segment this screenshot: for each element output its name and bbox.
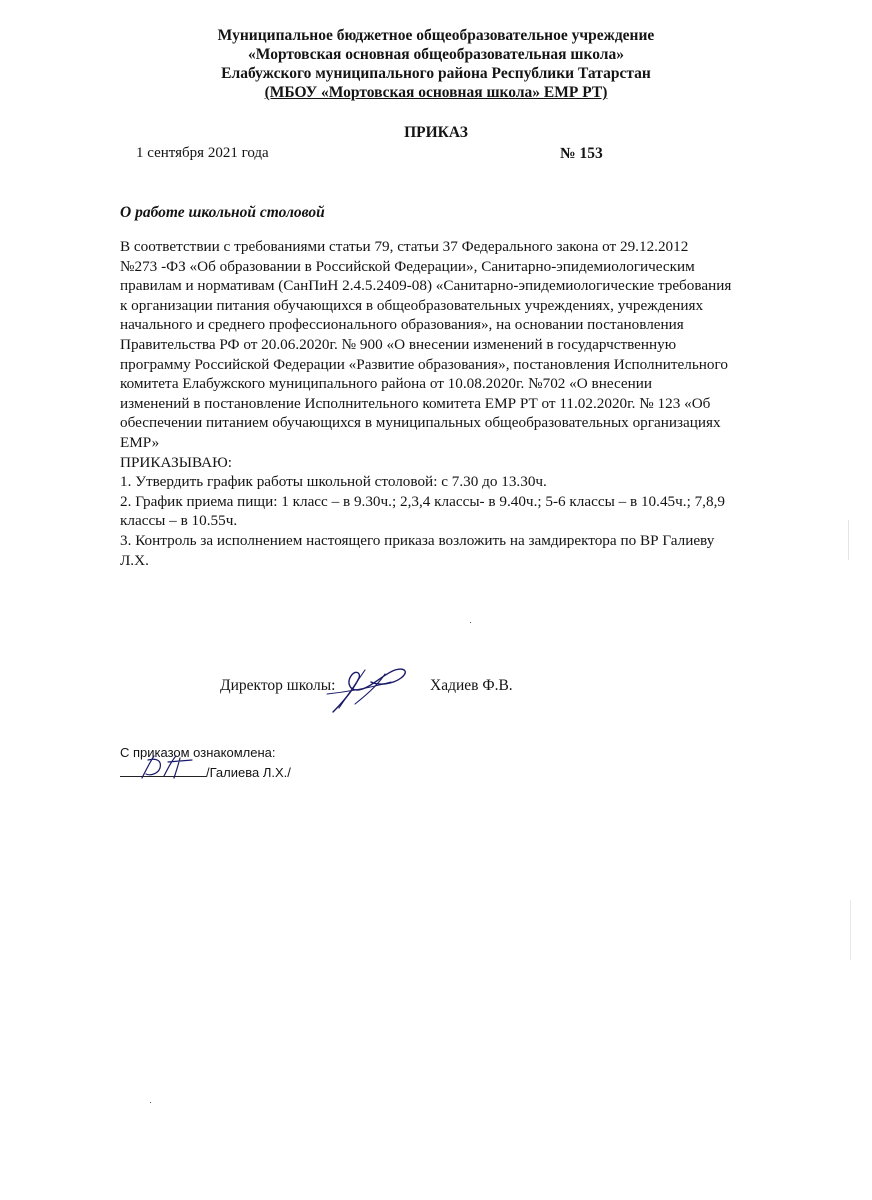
body-line: комитета Елабужского муниципального района от 10.08.2020г. №702 «О внесении	[120, 375, 653, 393]
order-item-3-line-1: 3. Контроль за исполнением настоящего приказа возложить на замдиректора по ВР Галиеву	[120, 531, 715, 549]
order-title: ПРИКАЗ	[404, 124, 468, 141]
acknowledgement-handwritten-signature	[138, 752, 196, 782]
scan-edge-mark	[848, 520, 849, 560]
order-item-1: 1. Утвердить график работы школьной столовой: с 7.30 до 13.30ч.	[120, 473, 547, 491]
body-line: №273 -ФЗ «Об образовании в Российской Федерации», Санитарно-эпидемиологическим	[120, 257, 695, 275]
order-date: 1 сентября 2021 года	[136, 145, 269, 161]
order-item-2-line-2: классы – в 10.55ч.	[120, 512, 238, 530]
director-label: Директор школы:	[220, 677, 336, 694]
director-name: Хадиев Ф.В.	[430, 677, 513, 694]
scan-speck	[150, 1102, 151, 1103]
body-line: к организации питания обучающихся в общеобразовательных учреждениях, учреждениях	[120, 296, 704, 314]
institution-header	[0, 26, 872, 102]
body-line: В соответствии с требованиями статьи 79, статьи 37 Федерального закона от 29.12.2012	[120, 238, 689, 255]
body-line: Правительства РФ от 20.06.2020г. № 900 «О внесении изменений в государчственную	[120, 335, 677, 353]
acknowledgement-label: С приказом ознакомлена:	[120, 745, 276, 760]
scan-edge-mark	[850, 900, 851, 960]
body-line: правилам и нормативам (СанПиН 2.4.5.2409-08) «Санитарно-эпидемиологические требования	[120, 277, 732, 295]
order-item-2-line-1: 2. График приема пищи: 1 класс – в 9.30ч.; 2,3,4 классы- в 9.40ч.; 5-6 классы – в 10.45ч.; 7,8,9	[120, 492, 725, 510]
acknowledgement-name: /Галиева Л.Х./	[206, 765, 291, 780]
order-body	[120, 237, 810, 570]
body-line: обеспечении питанием обучающихся в муниципальных общеобразовательных организациях	[120, 414, 721, 432]
body-line: программу Российской Федерации «Развитие образования», постановления Исполнительного	[120, 355, 728, 373]
body-line: изменений в постановление Исполнительного комитета ЕМР РТ от 11.02.2020г. № 123 «Об	[120, 394, 711, 412]
order-number: № 153	[560, 145, 603, 162]
header-line-2: «Мортовская основная общеобразовательная школа»	[248, 46, 624, 63]
body-line: начального и среднего профессионального образования», на основании постановления	[120, 316, 684, 334]
order-subject: О работе школьной столовой	[120, 204, 325, 221]
header-line-4: (МБОУ «Мортовская основная школа» ЕМР РТ)	[264, 84, 608, 101]
scan-speck	[470, 622, 471, 623]
order-directive-word: ПРИКАЗЫВАЮ:	[120, 453, 232, 471]
header-line-3: Елабужского муниципального района Республики Татарстан	[221, 65, 651, 82]
header-line-1: Муниципальное бюджетное общеобразовательное учреждение	[217, 27, 655, 44]
director-handwritten-signature	[325, 660, 415, 716]
order-item-3-line-2: Л.Х.	[120, 551, 149, 569]
body-line: ЕМР»	[120, 433, 160, 451]
